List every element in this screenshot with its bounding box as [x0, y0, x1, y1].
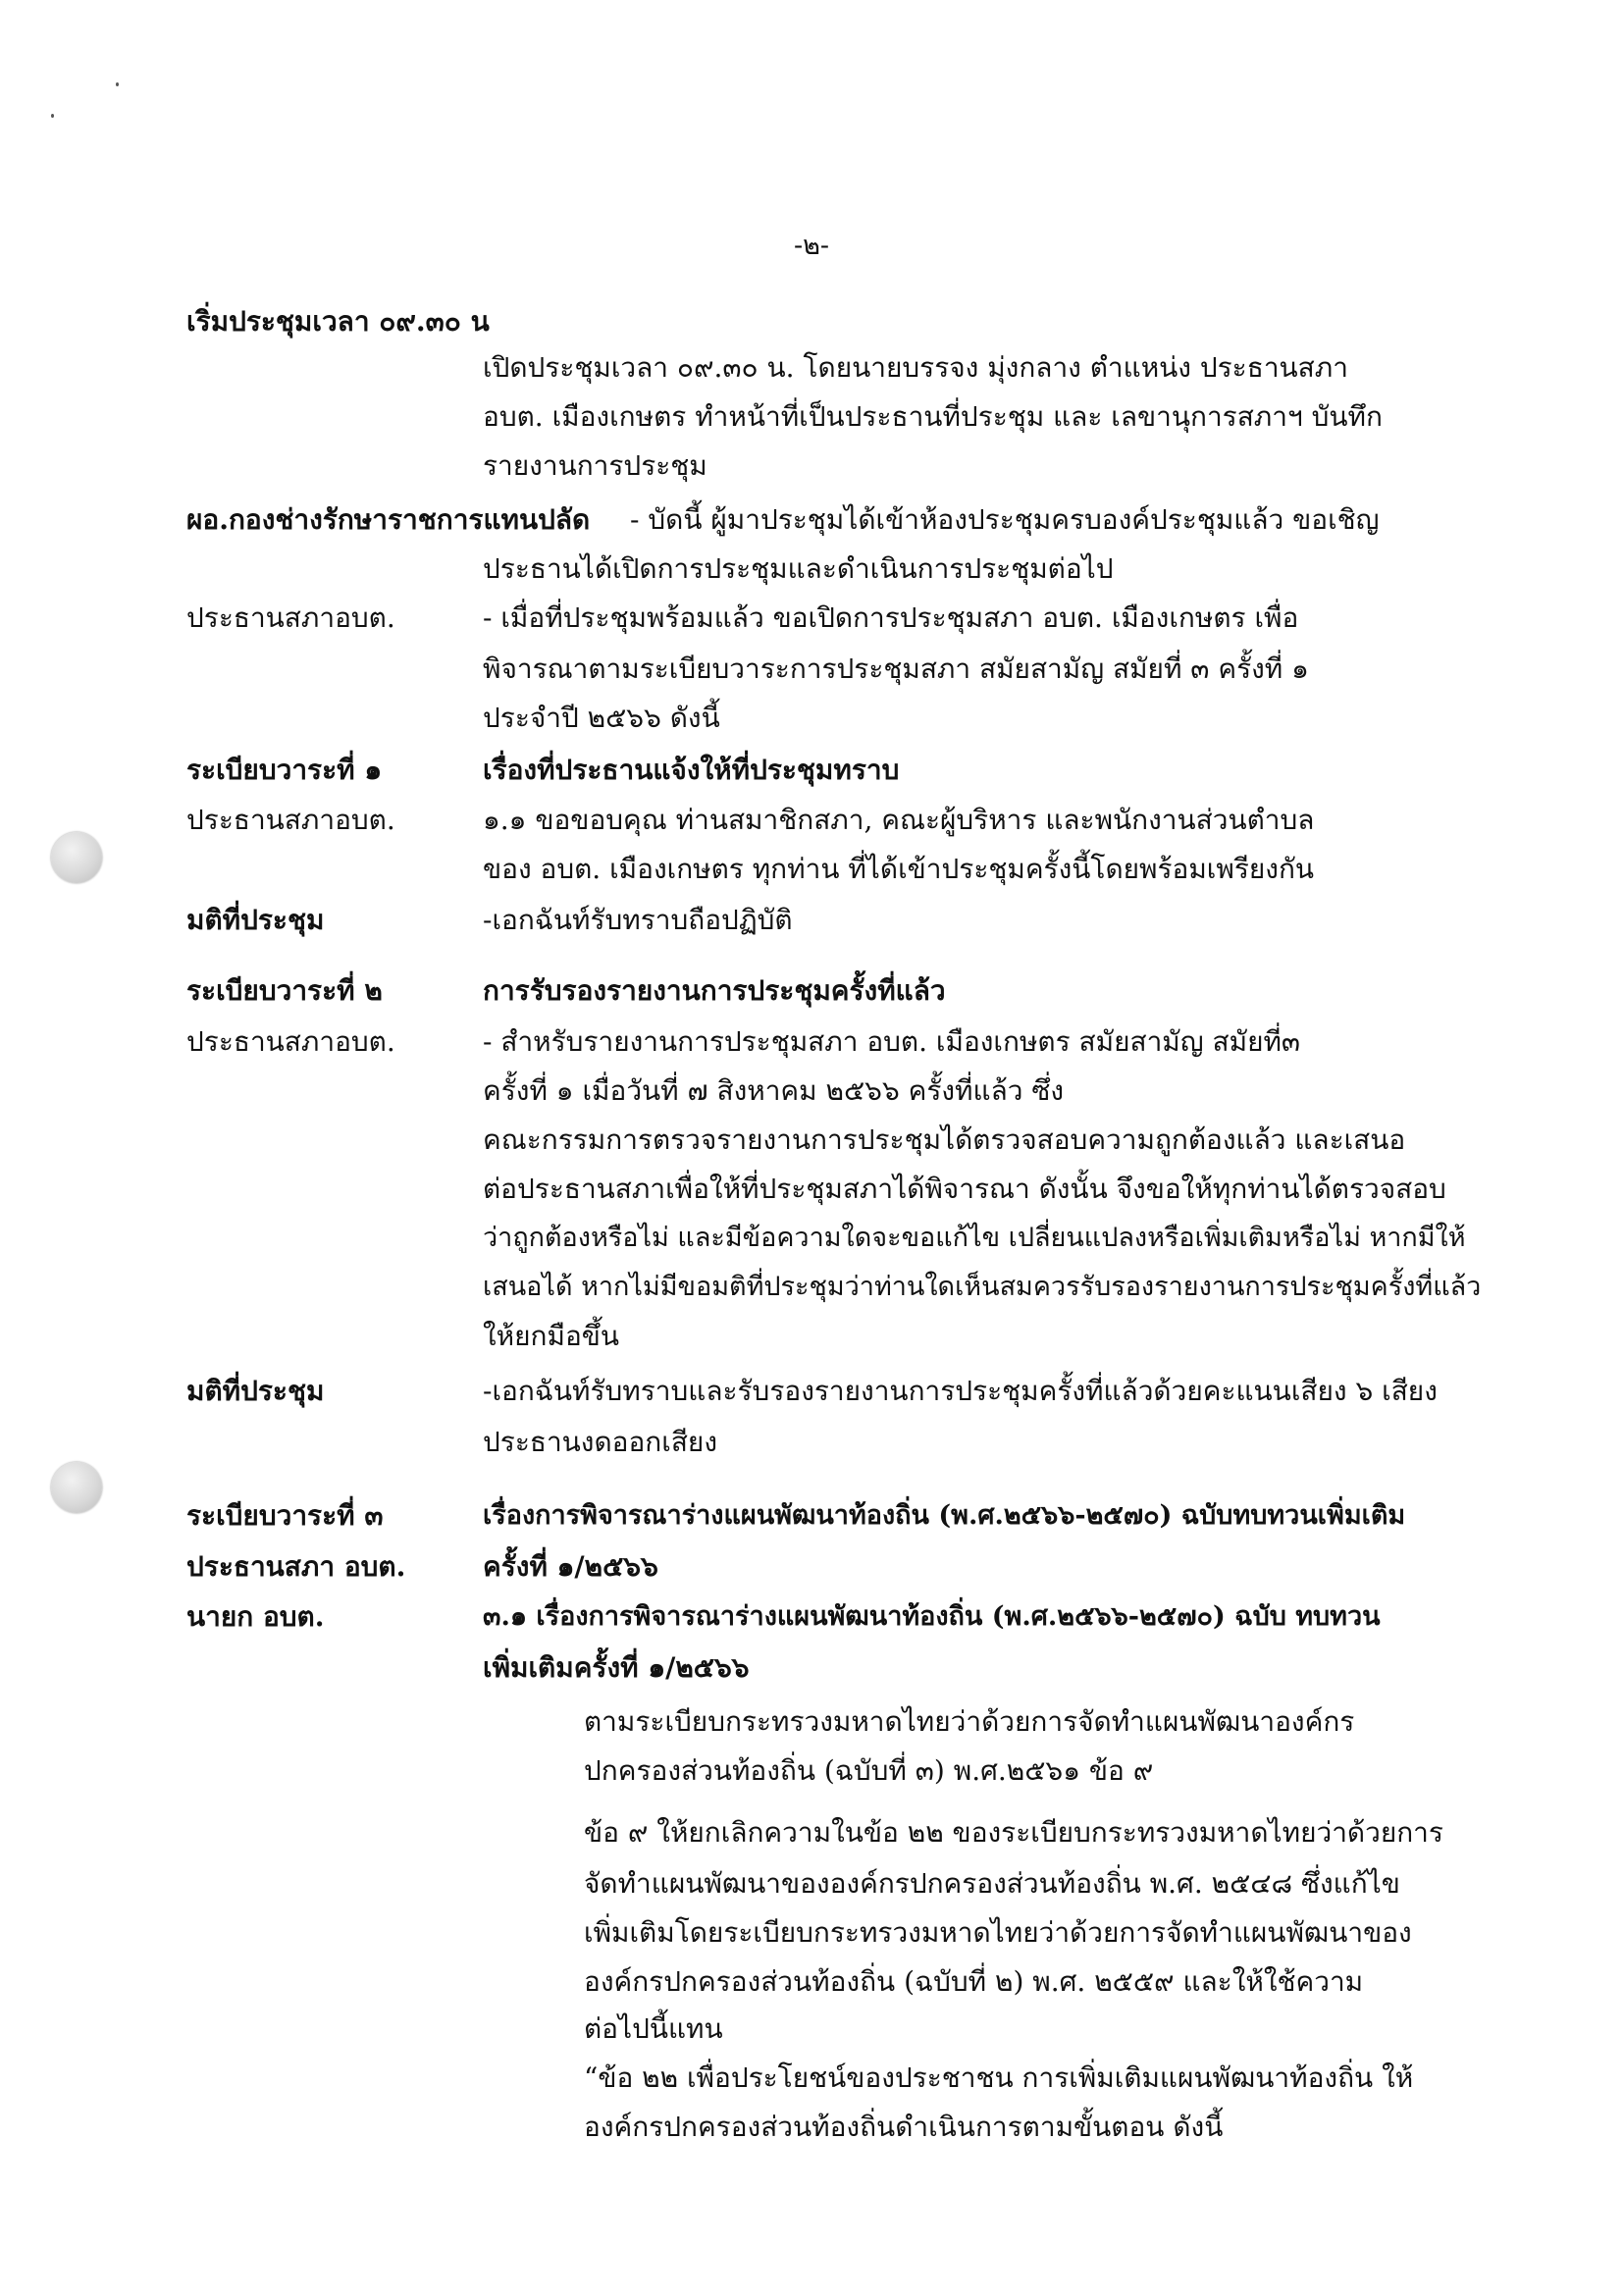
scan-speck	[116, 82, 119, 86]
agenda3-label: ระเบียบวาระที่ ๓	[186, 1499, 384, 1532]
agenda2-text: เสนอได้ หากไม่มีขอมติที่ประชุมว่าท่านใดเห็นสมควรรับรองรายงานการประชุมครั้งที่แล้ว	[483, 1272, 1482, 1302]
punch-hole	[51, 1462, 102, 1513]
agenda2-text: คณะกรรมการตรวจรายงานการประชุมได้ตรวจสอบความถูกต้องแล้ว และเสนอ	[483, 1123, 1406, 1156]
agenda2-resolution-label: มติที่ประชุม	[186, 1375, 325, 1407]
agenda2-text: ว่าถูกต้องหรือไม่ และมีข้อความใดจะขอแก้ไข เปลี่ยนแปลงหรือเพิ่มเติมหรือไม่ หากมีให้	[483, 1223, 1466, 1253]
opening-line: อบต. เมืองเกษตร ทำหน้าที่เป็นประธานที่ประชุม และ เลขานุการสภาฯ บันทึก	[483, 400, 1383, 433]
start-heading: เริ่มประชุมเวลา ๐๙.๓๐ น	[186, 305, 490, 338]
agenda2-text: ครั้งที่ ๑ เมื่อวันที่ ๗ สิงหาคม ๒๕๖๖ ครั้งที่แล้ว ซึ่ง	[483, 1074, 1065, 1107]
page-number: -๒-	[793, 231, 830, 261]
agenda1-resolution: -เอกฉันท์รับทราบถือปฏิบัติ	[483, 904, 793, 936]
regulation-text: ปกครองส่วนท้องถิ่น (ฉบับที่ ๓) พ.ศ.๒๕๖๑ ข้อ ๙	[584, 1754, 1154, 1787]
chair-label: ประธานสภาอบต.	[186, 601, 395, 634]
clause-text: เพิ่มเติมโดยระเบียบกระทรวงมหาดไทยว่าด้วยการจัดทำแผนพัฒนาของ	[584, 1916, 1412, 1949]
chair-text: พิจารณาตามระเบียบวาระการประชุมสภา สมัยสามัญ สมัยที่ ๓ ครั้งที่ ๑	[483, 652, 1309, 685]
agenda3-subtitle: เพิ่มเติมครั้งที่ ๑/๒๕๖๖	[483, 1651, 750, 1684]
agenda2-text: - สำหรับรายงานการประชุมสภา อบต. เมืองเกษตร สมัยสามัญ สมัยที่๓	[483, 1025, 1301, 1058]
agenda1-text: ของ อบต. เมืองเกษตร ทุกท่าน ที่ได้เข้าประชุมครั้งนี้โดยพร้อมเพรียงกัน	[483, 853, 1315, 885]
deputy-label: ผอ.กองช่างรักษาราชการแทนปลัด	[186, 503, 591, 536]
agenda2-resolution: ประธานงดออกเสียง	[483, 1426, 717, 1458]
agenda1-speaker: ประธานสภาอบต.	[186, 804, 395, 836]
punch-hole	[51, 832, 102, 883]
agenda3-subtitle: ๓.๑ เรื่องการพิจารณาร่างแผนพัฒนาท้องถิ่น (พ.ศ.๒๕๖๖-๒๕๗๐) ฉบับ ทบทวน	[483, 1601, 1381, 1632]
agenda1-text: ๑.๑ ขอขอบคุณ ท่านสมาชิกสภา, คณะผู้บริหาร และพนักงานส่วนตำบล	[483, 804, 1315, 836]
opening-line: เปิดประชุมเวลา ๐๙.๓๐ น. โดยนายบรรจง มุ่งกลาง ตำแหน่ง ประธานสภา	[483, 351, 1348, 384]
agenda2-text: ให้ยกมือขึ้น	[483, 1320, 620, 1352]
agenda1-resolution-label: มติที่ประชุม	[186, 904, 325, 936]
agenda2-label: ระเบียบวาระที่ ๒	[186, 974, 383, 1007]
opening-line: รายงานการประชุม	[483, 449, 707, 482]
chair-text: - เมื่อที่ประชุมพร้อมแล้ว ขอเปิดการประชุมสภา อบต. เมืองเกษตร เพื่อ	[483, 601, 1299, 634]
clause-text: ต่อไปนี้แทน	[584, 2012, 723, 2045]
agenda3-speaker: ประธานสภา อบต.	[186, 1550, 406, 1583]
agenda2-resolution: -เอกฉันท์รับทราบและรับรองรายงานการประชุมครั้งที่แล้วด้วยคะแนนเสียง ๖ เสียง	[483, 1375, 1438, 1407]
agenda2-speaker: ประธานสภาอบต.	[186, 1025, 395, 1058]
agenda1-label: ระเบียบวาระที่ ๑	[186, 754, 383, 786]
agenda1-title: เรื่องที่ประธานแจ้งให้ที่ประชุมทราบ	[483, 754, 900, 786]
deputy-text: - บัดนี้ ผู้มาประชุมได้เข้าห้องประชุมครบองค์ประชุมแล้ว ขอเชิญ	[630, 503, 1380, 536]
clause-text: องค์กรปกครองส่วนท้องถิ่น (ฉบับที่ ๒) พ.ศ. ๒๕๕๙ และให้ใช้ความ	[584, 1965, 1364, 1998]
agenda3-title: ครั้งที่ ๑/๒๕๖๖	[483, 1550, 658, 1583]
deputy-text: ประธานได้เปิดการประชุมและดำเนินการประชุมต่อไป	[483, 552, 1114, 585]
clause-text: องค์กรปกครองส่วนท้องถิ่นดำเนินการตามขั้นตอน ดังนี้	[584, 2111, 1224, 2143]
regulation-text: ตามระเบียบกระทรวงมหาดไทยว่าด้วยการจัดทำแผนพัฒนาองค์กร	[584, 1705, 1355, 1738]
chair-text: ประจำปี ๒๕๖๖ ดังนี้	[483, 702, 720, 734]
agenda3-speaker: นายก อบต.	[186, 1600, 325, 1633]
clause-text: จัดทำแผนพัฒนาขององค์กรปกครองส่วนท้องถิ่น พ.ศ. ๒๕๔๘ ซึ่งแก้ไข	[584, 1867, 1400, 1900]
agenda2-text: ต่อประธานสภาเพื่อให้ที่ประชุมสภาได้พิจารณา ดังนั้น จึงขอให้ทุกท่านได้ตรวจสอบ	[483, 1173, 1446, 1205]
clause-text: ข้อ ๙ ให้ยกเลิกความในข้อ ๒๒ ของระเบียบกระทรวงมหาดไทยว่าด้วยการ	[584, 1816, 1443, 1849]
clause-text: “ข้อ ๒๒ เพื่อประโยชน์ของประชาชน การเพิ่มเติมแผนพัฒนาท้องถิ่น ให้	[584, 2061, 1414, 2094]
agenda3-title: เรื่องการพิจารณาร่างแผนพัฒนาท้องถิ่น (พ.ศ.๒๕๖๖-๒๕๗๐) ฉบับทบทวนเพิ่มเติม	[483, 1500, 1406, 1531]
agenda2-title: การรับรองรายงานการประชุมครั้งที่แล้ว	[483, 974, 946, 1007]
scan-speck	[51, 114, 54, 118]
